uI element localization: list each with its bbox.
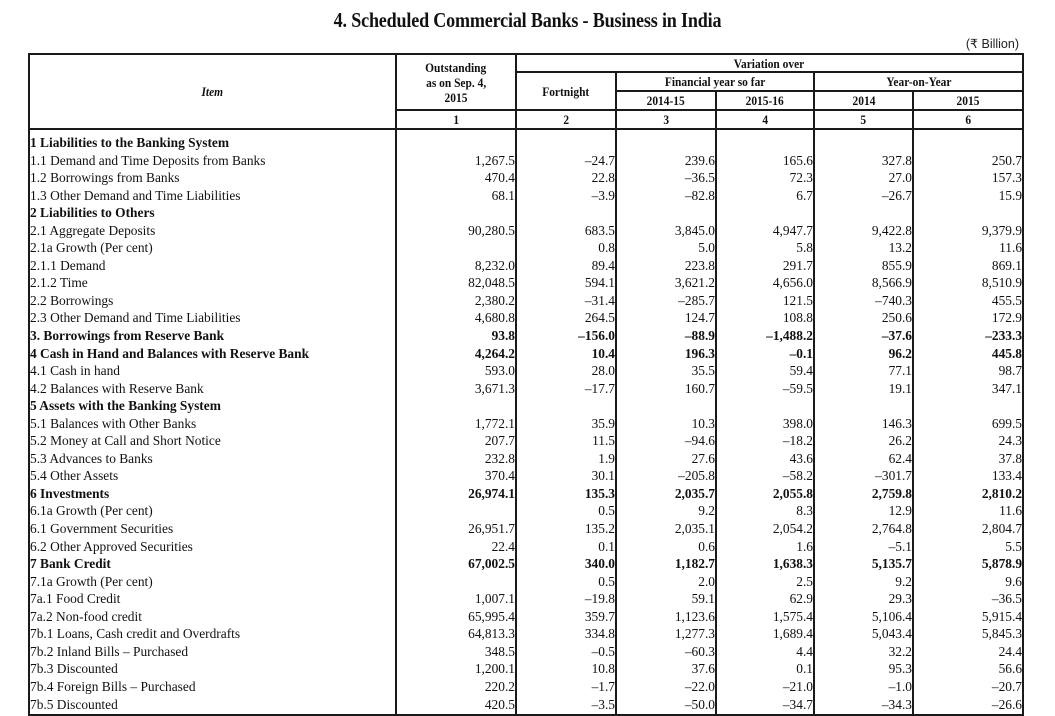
row-label: 7a.1 Food Credit [29,590,396,608]
cell-col-6: 445.8 [913,345,1023,363]
cell-col-2: 10.8 [516,660,616,678]
cell-col-1: 348.5 [396,643,516,661]
row-label: 5 Assets with the Banking System [29,397,396,415]
cell-col-5: 96.2 [814,345,913,363]
cell-col-2: 1.9 [516,450,616,468]
cell-col-4: 1,638.3 [716,555,814,573]
cell-col-6: 157.3 [913,169,1023,187]
cell-col-3: –94.6 [616,432,716,450]
cell-col-3: –50.0 [616,696,716,716]
header-fortnight: Fortnight [516,72,616,110]
cell-col-5: –37.6 [814,327,913,345]
cell-col-6: 133.4 [913,467,1023,485]
cell-col-1: 82,048.5 [396,274,516,292]
cell-col-6: –36.5 [913,590,1023,608]
row-label: 7b.2 Inland Bills – Purchased [29,643,396,661]
cell-col-5: 62.4 [814,450,913,468]
cell-col-1: 22.4 [396,538,516,556]
cell-col-1: 1,200.1 [396,660,516,678]
cell-col-6: 11.6 [913,502,1023,520]
cell-col-6: 5,878.9 [913,555,1023,573]
row-label: 2.1.1 Demand [29,257,396,275]
row-label: 1.3 Other Demand and Time Liabilities [29,187,396,205]
col-number-4: 4 [716,110,814,129]
cell-col-5: –26.7 [814,187,913,205]
cell-col-2: 135.2 [516,520,616,538]
banks-business-table [28,53,1024,716]
table-row-section [29,397,1023,415]
cell-col-1 [396,129,516,152]
table-row-section [29,345,1023,363]
cell-col-1: 232.8 [396,450,516,468]
row-label: 7b.4 Foreign Bills – Purchased [29,678,396,696]
col-number-5: 5 [814,110,913,129]
cell-col-1: 26,951.7 [396,520,516,538]
cell-col-3: 27.6 [616,450,716,468]
table-row [29,187,1023,205]
cell-col-6: 5,915.4 [913,608,1023,626]
cell-col-2: 35.9 [516,415,616,433]
cell-col-3: 5.0 [616,239,716,257]
cell-col-4: 5.8 [716,239,814,257]
cell-col-4: 4,656.0 [716,274,814,292]
cell-col-5: –301.7 [814,467,913,485]
cell-col-1: 1,007.1 [396,590,516,608]
header-yoy-2014: 2014 [814,91,913,110]
cell-col-1: 90,280.5 [396,222,516,240]
cell-col-4 [716,129,814,152]
cell-col-1: 26,974.1 [396,485,516,503]
row-label: 2.1a Growth (Per cent) [29,239,396,257]
cell-col-2: 340.0 [516,555,616,573]
row-label: 2.1.2 Time [29,274,396,292]
cell-col-1: 65,995.4 [396,608,516,626]
row-label: 2.3 Other Demand and Time Liabilities [29,309,396,327]
cell-col-2: –1.7 [516,678,616,696]
cell-col-1: 64,813.3 [396,625,516,643]
cell-col-6: 9,379.9 [913,222,1023,240]
row-label: 2.2 Borrowings [29,292,396,310]
cell-col-4: 398.0 [716,415,814,433]
cell-col-3: –88.9 [616,327,716,345]
cell-col-5: 9,422.8 [814,222,913,240]
row-label: 7.1a Growth (Per cent) [29,573,396,591]
cell-col-5: 327.8 [814,152,913,170]
cell-col-5: 27.0 [814,169,913,187]
col-number-3: 3 [616,110,716,129]
table-row [29,222,1023,240]
cell-col-5: 26.2 [814,432,913,450]
header-year-on-year: Year-on-Year [814,72,1023,91]
cell-col-1: 207.7 [396,432,516,450]
cell-col-2 [516,129,616,152]
table-row [29,573,1023,591]
cell-col-2: –19.8 [516,590,616,608]
cell-col-3: 37.6 [616,660,716,678]
header-variation-over: Variation over [516,54,1023,72]
row-label: 1 Liabilities to the Banking System [29,129,396,152]
row-label: 5.4 Other Assets [29,467,396,485]
cell-col-3: 196.3 [616,345,716,363]
cell-col-4: 43.6 [716,450,814,468]
cell-col-5: 146.3 [814,415,913,433]
table-row [29,520,1023,538]
cell-col-4: 2,054.2 [716,520,814,538]
cell-col-2: 11.5 [516,432,616,450]
row-label: 2 Liabilities to Others [29,204,396,222]
table-row [29,643,1023,661]
cell-col-3: 2,035.7 [616,485,716,503]
cell-col-5: 19.1 [814,380,913,398]
cell-col-1: 1,772.1 [396,415,516,433]
table-row [29,257,1023,275]
cell-col-5: 29.3 [814,590,913,608]
cell-col-4: –0.1 [716,345,814,363]
cell-col-1 [396,397,516,415]
cell-col-5: –740.3 [814,292,913,310]
cell-col-3: 160.7 [616,380,716,398]
table-row [29,380,1023,398]
cell-col-4: 1,575.4 [716,608,814,626]
cell-col-3: 1,182.7 [616,555,716,573]
row-label: 3. Borrowings from Reserve Bank [29,327,396,345]
cell-col-2: 28.0 [516,362,616,380]
header-item: Item [29,54,396,129]
cell-col-4: –1,488.2 [716,327,814,345]
row-label: 4.2 Balances with Reserve Bank [29,380,396,398]
cell-col-3: 35.5 [616,362,716,380]
table-row [29,362,1023,380]
cell-col-3: –36.5 [616,169,716,187]
cell-col-6: 699.5 [913,415,1023,433]
cell-col-5 [814,204,913,222]
header-financial-year: Financial year so far [616,72,814,91]
cell-col-6: 2,804.7 [913,520,1023,538]
row-label: 1.1 Demand and Time Deposits from Banks [29,152,396,170]
cell-col-4: 291.7 [716,257,814,275]
cell-col-1 [396,239,516,257]
cell-col-3: 1,123.6 [616,608,716,626]
table-row [29,502,1023,520]
cell-col-5: –1.0 [814,678,913,696]
cell-col-6 [913,129,1023,152]
cell-col-5: –34.3 [814,696,913,716]
cell-col-3: 9.2 [616,502,716,520]
cell-col-3: –22.0 [616,678,716,696]
cell-col-4: 0.1 [716,660,814,678]
table-row [29,696,1023,716]
cell-col-6: 347.1 [913,380,1023,398]
row-label: 5.2 Money at Call and Short Notice [29,432,396,450]
cell-col-6: 37.8 [913,450,1023,468]
cell-col-3: 3,845.0 [616,222,716,240]
cell-col-6: –26.6 [913,696,1023,716]
table-row [29,169,1023,187]
col-number-1: 1 [396,110,516,129]
cell-col-1: 93.8 [396,327,516,345]
cell-col-2: 334.8 [516,625,616,643]
cell-col-1: 67,002.5 [396,555,516,573]
cell-col-2: 0.8 [516,239,616,257]
cell-col-2: 135.3 [516,485,616,503]
cell-col-5: 2,764.8 [814,520,913,538]
cell-col-5 [814,129,913,152]
cell-col-6: 11.6 [913,239,1023,257]
cell-col-4: 6.7 [716,187,814,205]
cell-col-4: 62.9 [716,590,814,608]
cell-col-5: 12.9 [814,502,913,520]
table-row [29,660,1023,678]
cell-col-6: –20.7 [913,678,1023,696]
cell-col-6: –233.3 [913,327,1023,345]
cell-col-4 [716,397,814,415]
cell-col-4: 2,055.8 [716,485,814,503]
row-label: 6.1a Growth (Per cent) [29,502,396,520]
cell-col-3 [616,129,716,152]
cell-col-4 [716,204,814,222]
cell-col-6: 172.9 [913,309,1023,327]
row-label: 1.2 Borrowings from Banks [29,169,396,187]
cell-col-2: –0.5 [516,643,616,661]
cell-col-2: –31.4 [516,292,616,310]
cell-col-2: 30.1 [516,467,616,485]
cell-col-4: 59.4 [716,362,814,380]
cell-col-5: 5,106.4 [814,608,913,626]
table-row [29,415,1023,433]
cell-col-5: 2,759.8 [814,485,913,503]
table-row-section [29,555,1023,573]
cell-col-5: 77.1 [814,362,913,380]
table-row-section [29,327,1023,345]
cell-col-4: 1.6 [716,538,814,556]
cell-col-4: –34.7 [716,696,814,716]
cell-col-3: 1,277.3 [616,625,716,643]
cell-col-1: 4,264.2 [396,345,516,363]
table-row [29,590,1023,608]
cell-col-3: 10.3 [616,415,716,433]
table-row [29,678,1023,696]
cell-col-3: 239.6 [616,152,716,170]
header-outstanding: Outstanding as on Sep. 4, 2015 [396,54,516,110]
cell-col-6: 5,845.3 [913,625,1023,643]
cell-col-2: 594.1 [516,274,616,292]
cell-col-3 [616,204,716,222]
cell-col-3: 124.7 [616,309,716,327]
cell-col-3: 2,035.1 [616,520,716,538]
cell-col-4: 165.6 [716,152,814,170]
cell-col-5: 9.2 [814,573,913,591]
cell-col-3: 0.6 [616,538,716,556]
cell-col-6: 98.7 [913,362,1023,380]
cell-col-6: 24.3 [913,432,1023,450]
table-row [29,608,1023,626]
cell-col-5: 5,135.7 [814,555,913,573]
cell-col-2: 0.1 [516,538,616,556]
cell-col-3: 2.0 [616,573,716,591]
cell-col-6: 24.4 [913,643,1023,661]
row-label: 2.1 Aggregate Deposits [29,222,396,240]
cell-col-5: 8,566.9 [814,274,913,292]
cell-col-2: 359.7 [516,608,616,626]
cell-col-5: 250.6 [814,309,913,327]
row-label: 6.2 Other Approved Securities [29,538,396,556]
row-label: 5.3 Advances to Banks [29,450,396,468]
cell-col-2: 264.5 [516,309,616,327]
cell-col-2: 22.8 [516,169,616,187]
cell-col-2 [516,204,616,222]
cell-col-1: 8,232.0 [396,257,516,275]
cell-col-3 [616,397,716,415]
cell-col-2: 0.5 [516,573,616,591]
cell-col-6: 250.7 [913,152,1023,170]
cell-col-3: –60.3 [616,643,716,661]
page-title: 4. Scheduled Commercial Banks - Business in India [333,8,722,32]
table-row [29,625,1023,643]
cell-col-1: 3,671.3 [396,380,516,398]
cell-col-5 [814,397,913,415]
cell-col-4: 2.5 [716,573,814,591]
cell-col-2: 0.5 [516,502,616,520]
table-row-section [29,129,1023,152]
cell-col-4: 108.8 [716,309,814,327]
table-row [29,538,1023,556]
row-label: 7a.2 Non-food credit [29,608,396,626]
row-label: 4.1 Cash in hand [29,362,396,380]
table-row [29,432,1023,450]
cell-col-2: –3.5 [516,696,616,716]
cell-col-6: 9.6 [913,573,1023,591]
cell-col-4: 72.3 [716,169,814,187]
cell-col-1 [396,502,516,520]
cell-col-1: 1,267.5 [396,152,516,170]
header-fy-2014-15: 2014-15 [616,91,716,110]
cell-col-6 [913,397,1023,415]
row-label: 6.1 Government Securities [29,520,396,538]
cell-col-4: –59.5 [716,380,814,398]
row-label: 6 Investments [29,485,396,503]
cell-col-2: 683.5 [516,222,616,240]
cell-col-6 [913,204,1023,222]
cell-col-3: –205.8 [616,467,716,485]
row-label: 7b.1 Loans, Cash credit and Overdrafts [29,625,396,643]
cell-col-5: 13.2 [814,239,913,257]
cell-col-3: 223.8 [616,257,716,275]
table-row [29,309,1023,327]
cell-col-4: 4,947.7 [716,222,814,240]
cell-col-1: 370.4 [396,467,516,485]
cell-col-4: 8.3 [716,502,814,520]
table-row [29,152,1023,170]
col-number-2: 2 [516,110,616,129]
cell-col-4: 1,689.4 [716,625,814,643]
table-row-section [29,485,1023,503]
cell-col-5: 95.3 [814,660,913,678]
col-number-6: 6 [913,110,1023,129]
row-label: 4 Cash in Hand and Balances with Reserve Bank [29,345,396,363]
cell-col-6: 56.6 [913,660,1023,678]
cell-col-2: –17.7 [516,380,616,398]
row-label: 5.1 Balances with Other Banks [29,415,396,433]
cell-col-1: 4,680.8 [396,309,516,327]
cell-col-4: 4.4 [716,643,814,661]
cell-col-6: 5.5 [913,538,1023,556]
row-label: 7 Bank Credit [29,555,396,573]
cell-col-1: 470.4 [396,169,516,187]
header-yoy-2015: 2015 [913,91,1023,110]
cell-col-1: 593.0 [396,362,516,380]
cell-col-4: –18.2 [716,432,814,450]
cell-col-3: –285.7 [616,292,716,310]
table-row [29,292,1023,310]
cell-col-6: 455.5 [913,292,1023,310]
cell-col-6: 2,810.2 [913,485,1023,503]
cell-col-3: 59.1 [616,590,716,608]
unit-label: (₹ Billion) [965,37,1019,51]
cell-col-1: 420.5 [396,696,516,716]
cell-col-3: 3,621.2 [616,274,716,292]
cell-col-5: 855.9 [814,257,913,275]
table-row [29,239,1023,257]
cell-col-1 [396,573,516,591]
cell-col-6: 869.1 [913,257,1023,275]
cell-col-1: 220.2 [396,678,516,696]
cell-col-4: –21.0 [716,678,814,696]
row-label: 7b.5 Discounted [29,696,396,716]
cell-col-2 [516,397,616,415]
cell-col-6: 15.9 [913,187,1023,205]
cell-col-4: 121.5 [716,292,814,310]
cell-col-1: 2,380.2 [396,292,516,310]
table-row-section [29,204,1023,222]
cell-col-5: –5.1 [814,538,913,556]
cell-col-2: 10.4 [516,345,616,363]
table-row [29,274,1023,292]
cell-col-2: –156.0 [516,327,616,345]
cell-col-4: –58.2 [716,467,814,485]
table-body [29,129,1023,715]
header-fy-2015-16: 2015-16 [716,91,814,110]
row-label: 7b.3 Discounted [29,660,396,678]
table-row [29,450,1023,468]
table-row [29,467,1023,485]
cell-col-1 [396,204,516,222]
cell-col-6: 8,510.9 [913,274,1023,292]
cell-col-5: 5,043.4 [814,625,913,643]
cell-col-2: –24.7 [516,152,616,170]
cell-col-3: –82.8 [616,187,716,205]
cell-col-1: 68.1 [396,187,516,205]
cell-col-2: 89.4 [516,257,616,275]
cell-col-2: –3.9 [516,187,616,205]
cell-col-5: 32.2 [814,643,913,661]
